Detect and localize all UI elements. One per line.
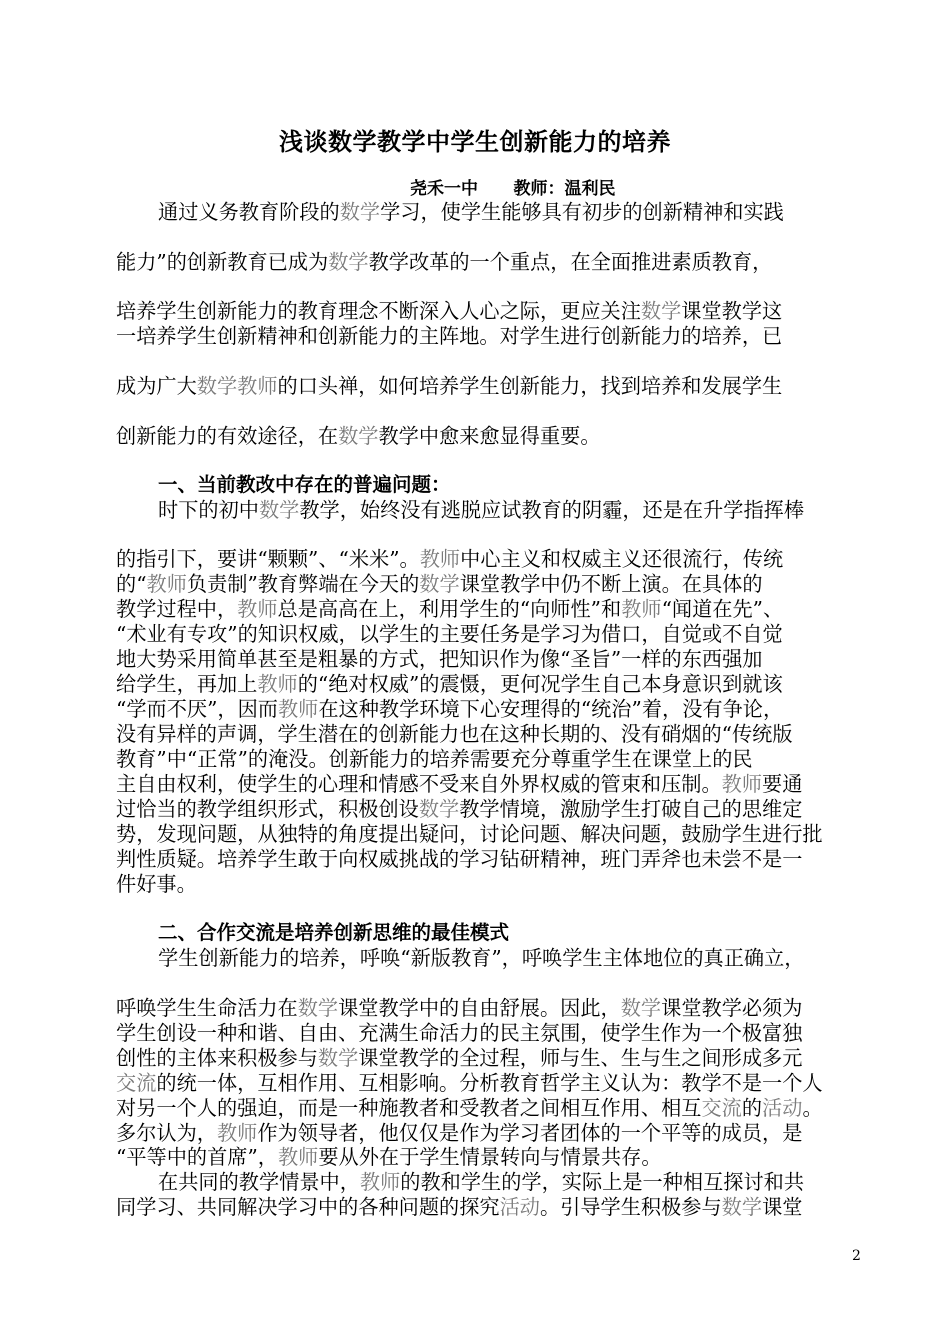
document-title: 浅谈数学教学中学生创新能力的培养 bbox=[279, 127, 671, 156]
paragraph-line: 一培养学生创新精神和创新能力的主阵地。对学生进行创新能力的培养，已 bbox=[116, 324, 783, 348]
paragraph-line: 主自由权利，使学生的心理和情感不受来自外界权威的管束和压制。教师要通 bbox=[116, 772, 803, 796]
section-heading: 一、当前教改中存在的普遍问题： bbox=[158, 473, 451, 496]
page-number: 2 bbox=[852, 1248, 861, 1264]
paragraph-line: 交流的统一体，互相作用、互相影响。分析教育哲学主义认为：教学不是一个人 bbox=[116, 1071, 823, 1095]
paragraph-line: 地大势采用简单甚至是粗暴的方式，把知识作为像“圣旨”一样的东西强加 bbox=[116, 647, 763, 671]
paragraph-line: “平等中的首席”，教师要从外在于学生情景转向与情景共存。 bbox=[116, 1145, 662, 1169]
paragraph-line: “学而不厌”，因而教师在这种教学环境下心安理得的“统治”着，没有争论， bbox=[116, 697, 784, 721]
paragraph-line: 没有异样的声调，学生潜在的创新能力也在这种长期的、没有硝烟的“传统版 bbox=[116, 722, 793, 746]
paragraph-line: 多尔认为，教师作为领导者，他仅仅是作为学习者团体的一个平等的成员，是 bbox=[116, 1121, 803, 1145]
paragraph-line: 判性质疑。培养学生敢于向权威挑战的学习钻研精神，班门弄斧也未尝不是一 bbox=[116, 847, 803, 871]
paragraph-line: 通过义务教育阶段的数学学习，使学生能够具有初步的创新精神和实践 bbox=[158, 200, 784, 224]
paragraph-line: 呼唤学生生命活力在数学课堂教学中的自由舒展。因此，数学课堂教学必须为 bbox=[116, 996, 803, 1020]
paragraph-line: 学生创设一种和谐、自由、充满生命活力的民主氛围，使学生作为一个极富独 bbox=[116, 1021, 803, 1045]
paragraph-line: 给学生，再加上教师的“绝对权威”的震慑，更何况学生自己本身意识到就该 bbox=[116, 672, 783, 696]
paragraph-line: 学生创新能力的培养，呼唤“新版教育”，呼唤学生主体地位的真正确立， bbox=[158, 946, 805, 970]
paragraph-line: 的指引下，要讲“颗颗”、“米米”。教师中心主义和权威主义还很流行，传统 bbox=[116, 547, 784, 571]
paragraph-line: 成为广大数学教师的口头禅，如何培养学生创新能力，找到培养和发展学生 bbox=[116, 374, 783, 398]
paragraph-line: 势，发现问题，从独特的角度提出疑问，讨论问题、解决问题，鼓励学生进行批 bbox=[116, 822, 823, 846]
paragraph-line: 培养学生创新能力的教育理念不断深入人心之际，更应关注数学课堂教学这 bbox=[116, 299, 783, 323]
paragraph-line: 对另一个人的强迫，而是一种施教者和受教者之间相互作用、相互交流的活动。 bbox=[116, 1096, 823, 1120]
paragraph-line: 创性的主体来积极参与数学课堂教学的全过程，师与生、生与生之间形成多元 bbox=[116, 1046, 803, 1070]
author-byline: 尧禾一中 教师：温利民 bbox=[410, 179, 616, 199]
paragraph-line: 在共同的教学情景中，教师的教和学生的学，实际上是一种相互探讨和共 bbox=[158, 1170, 805, 1194]
paragraph-line: 教学过程中，教师总是高高在上，利用学生的“向师性”和教师“闻道在先”、 bbox=[116, 597, 784, 621]
paragraph-line: 同学习、共同解决学习中的各种问题的探究活动。引导学生积极参与数学课堂 bbox=[116, 1195, 803, 1219]
section-heading: 二、合作交流是培养创新思维的最佳模式 bbox=[158, 921, 510, 944]
paragraph-line: 教育”中“正常”的淹没。创新能力的培养需要充分尊重学生在课堂上的民 bbox=[116, 747, 753, 771]
paragraph-line: “术业有专攻”的知识权威，以学生的主要任务是学习为借口，自觉或不自觉 bbox=[116, 622, 783, 646]
paragraph-line: 的“教师负责制”教育弊端在今天的数学课堂教学中仍不断上演。在具体的 bbox=[116, 572, 763, 596]
paragraph-line: 过恰当的教学组织形式，积极创设数学教学情境，激励学生打破自己的思维定 bbox=[116, 797, 803, 821]
paragraph-line: 能力”的创新教育已成为数学教学改革的一个重点，在全面推进素质教育， bbox=[116, 250, 773, 274]
paragraph-line: 创新能力的有效途径，在数学教学中愈来愈显得重要。 bbox=[116, 424, 601, 448]
paragraph-line: 时下的初中数学教学，始终没有逃脱应试教育的阴霾，还是在升学指挥棒 bbox=[158, 498, 805, 522]
paragraph-line: 件好事。 bbox=[116, 872, 197, 896]
